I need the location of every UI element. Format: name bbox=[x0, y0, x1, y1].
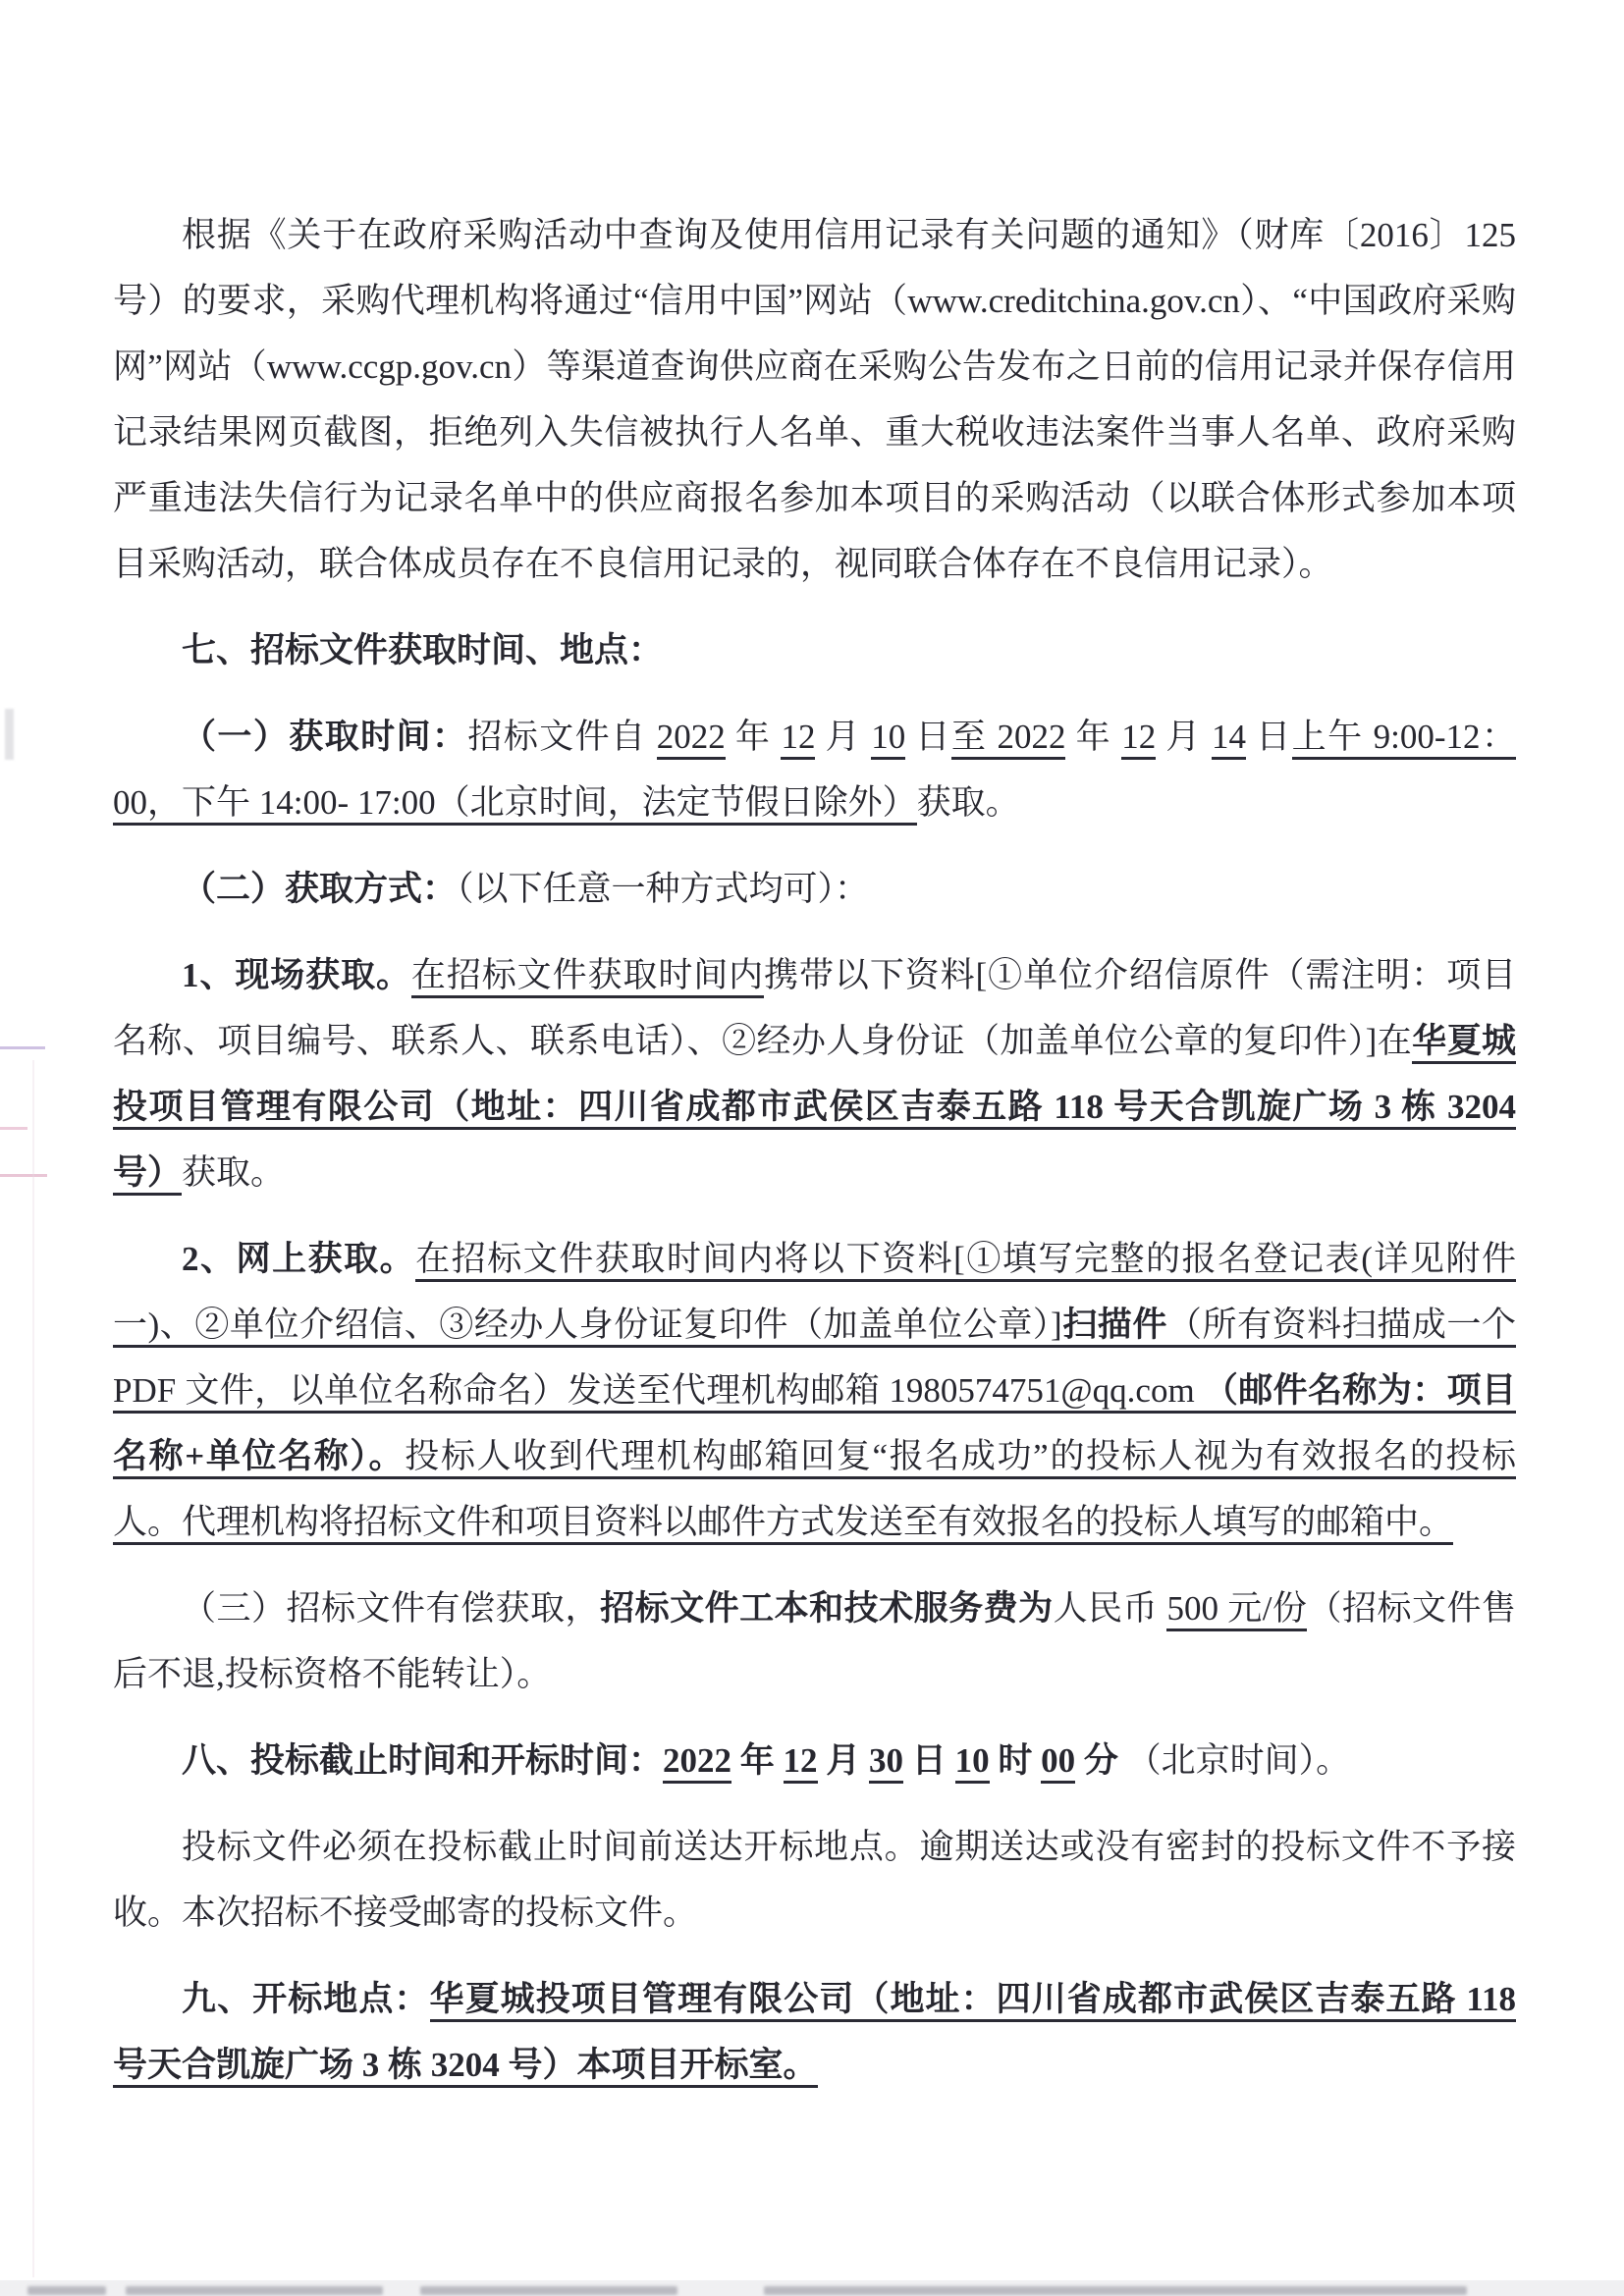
text-run: 12 bbox=[781, 718, 815, 760]
text-run: 12 bbox=[1121, 718, 1156, 760]
text-run: 10 bbox=[871, 718, 905, 760]
scan-artifact bbox=[0, 1046, 45, 1049]
text-run: 日 bbox=[905, 718, 951, 756]
text-run: 日 bbox=[1246, 718, 1292, 756]
text-run: 2022 bbox=[657, 718, 726, 760]
text-run: （二）获取方式： bbox=[182, 870, 458, 908]
text-run: 500 元/份 bbox=[1166, 1589, 1307, 1631]
text-run: （邮件名称为：项目名称+单位名称）。 bbox=[113, 1371, 1516, 1479]
text-run: （北京时间）。 bbox=[1126, 1741, 1351, 1780]
text-run: 10 bbox=[955, 1741, 990, 1784]
text-run: 获取。 bbox=[916, 783, 1020, 822]
text-run: 华夏城投项目管理有限公司（地址：四川省成都市武侯区吉泰五路 118 号天合凯旋广场 3 栋 3204 号）本项目开标室。 bbox=[113, 1980, 1516, 2088]
text-run: 时 bbox=[989, 1741, 1042, 1780]
text-run: 1、现场获取。 bbox=[182, 956, 411, 994]
scan-artifact bbox=[0, 1127, 27, 1130]
text-run: 人民币 bbox=[1053, 1589, 1167, 1628]
para-7-1-acquisition-time bbox=[113, 704, 1516, 835]
text-run: 获取。 bbox=[182, 1153, 286, 1192]
para-7-2-onsite bbox=[113, 942, 1516, 1205]
text-run: 月 bbox=[1156, 718, 1213, 756]
text-run: 月 bbox=[815, 718, 872, 756]
text-run: 12 bbox=[784, 1741, 818, 1784]
text-run: 九、开标地点： bbox=[182, 1980, 430, 2018]
para-7-2-acquisition-method bbox=[113, 856, 1516, 922]
text-run: 投标人收到代理机构邮箱回复“报名成功”的投标人视为有效报名的投标人。代理机构将招标文件和项目资料以邮件方式发送至有效报名的投标人填写的邮箱中。 bbox=[113, 1437, 1516, 1545]
scan-artifact bbox=[420, 2286, 677, 2295]
text-run: 年 bbox=[725, 718, 782, 756]
heading-section-7 bbox=[113, 617, 1516, 683]
scan-artifact bbox=[32, 1060, 34, 2277]
para-7-2-online bbox=[113, 1226, 1516, 1555]
text-run: 上午 9:00-12：00，下午 14:00- 17:00（北京时间，法定节假日除外） bbox=[113, 718, 1516, 826]
text-run: 携带以下资料[①单位介绍信原件（需注明：项目名称、项目编号、联系人、联系电话）、②经办人身份证（加盖单位公章的复印件）]在 bbox=[113, 956, 1516, 1060]
text-run: 30 bbox=[869, 1741, 903, 1784]
heading-section-8-deadline bbox=[113, 1728, 1516, 1793]
heading-section-9-opening-location bbox=[113, 1966, 1516, 2098]
next-page-edge bbox=[0, 2280, 1624, 2296]
text-run: 至 2022 bbox=[951, 718, 1066, 760]
text-run: 华夏城投项目管理有限公司（地址：四川省成都市武侯区吉泰五路 118 号天合凯旋广场 3 栋 3204 号） bbox=[113, 1022, 1516, 1196]
text-run: （一）获取时间： bbox=[182, 718, 468, 756]
para-bid-delivery-rule bbox=[113, 1814, 1516, 1946]
text-run: 分 bbox=[1075, 1741, 1127, 1780]
document-body bbox=[113, 202, 1516, 2118]
text-run: 14 bbox=[1212, 718, 1246, 760]
text-run: 在招标文件获取时间内将以下资料[①填写完整的报名登记表(详见附件一)、②单位介绍信、③经办人身份证复印件（加盖单位公章）] bbox=[113, 1240, 1516, 1348]
text-run: 日 bbox=[903, 1741, 955, 1780]
para-7-3-document-fee bbox=[113, 1575, 1516, 1707]
scan-artifact bbox=[5, 709, 14, 760]
para-credit-record-check bbox=[113, 202, 1516, 597]
text-run: （招标文件售后不退,投标资格不能转让）。 bbox=[113, 1589, 1516, 1693]
text-run: 招标文件工本和技术服务费为 bbox=[600, 1589, 1054, 1628]
text-run: 年 bbox=[731, 1741, 784, 1780]
text-run: 扫描件 bbox=[1062, 1306, 1167, 1348]
text-run: 2022 bbox=[663, 1741, 731, 1784]
text-run: （以下任意一种方式均可）： bbox=[457, 870, 870, 908]
text-run: 根据《关于在政府采购活动中查询及使用信用记录有关问题的通知》（财库〔2016〕125号）的要求，采购代理机构将通过“信用中国”网站（www.creditchina.gov.cn）、“中国政府采购网”网站（www.ccgp.gov.cn）等渠道查询供应商在采购公告发布之日前的信用记录并保存信用记录结果网页截图，拒绝列入失信被执行人名单、重大税收违法案件当事人名单、政府采购严重违法失信行为记录名单中的供应商报名参加本项目的采购活动（以联合体形式参加本项目采购活动，联合体成员存在不良信用记录的，视同联合体存在不良信用记录）。 bbox=[113, 216, 1516, 583]
text-run: 00 bbox=[1041, 1741, 1075, 1784]
text-run: 七、招标文件获取时间、地点： bbox=[182, 631, 664, 669]
text-run: 月 bbox=[817, 1741, 870, 1780]
scan-artifact bbox=[764, 2286, 1467, 2295]
scan-artifact bbox=[126, 2286, 383, 2295]
text-run: 2、网上获取。 bbox=[182, 1240, 416, 1278]
text-run: 招标文件自 bbox=[467, 718, 657, 756]
text-run: 年 bbox=[1065, 718, 1122, 756]
scan-artifact bbox=[27, 2286, 106, 2295]
scan-artifact bbox=[0, 1174, 47, 1177]
text-run: （所有资料扫描成一个 PDF 文件，以单位名称命名）发送至代理机构邮箱 1980574751@qq.com bbox=[113, 1306, 1516, 1414]
text-run: 在招标文件获取时间内 bbox=[411, 956, 764, 998]
text-run: 投标文件必须在投标截止时间前送达开标地点。逾期送达或没有密封的投标文件不予接收。本次招标不接受邮寄的投标文件。 bbox=[113, 1828, 1516, 1932]
text-run: （三）招标文件有偿获取， bbox=[182, 1589, 601, 1628]
text-run: 八、投标截止时间和开标时间： bbox=[182, 1741, 664, 1780]
